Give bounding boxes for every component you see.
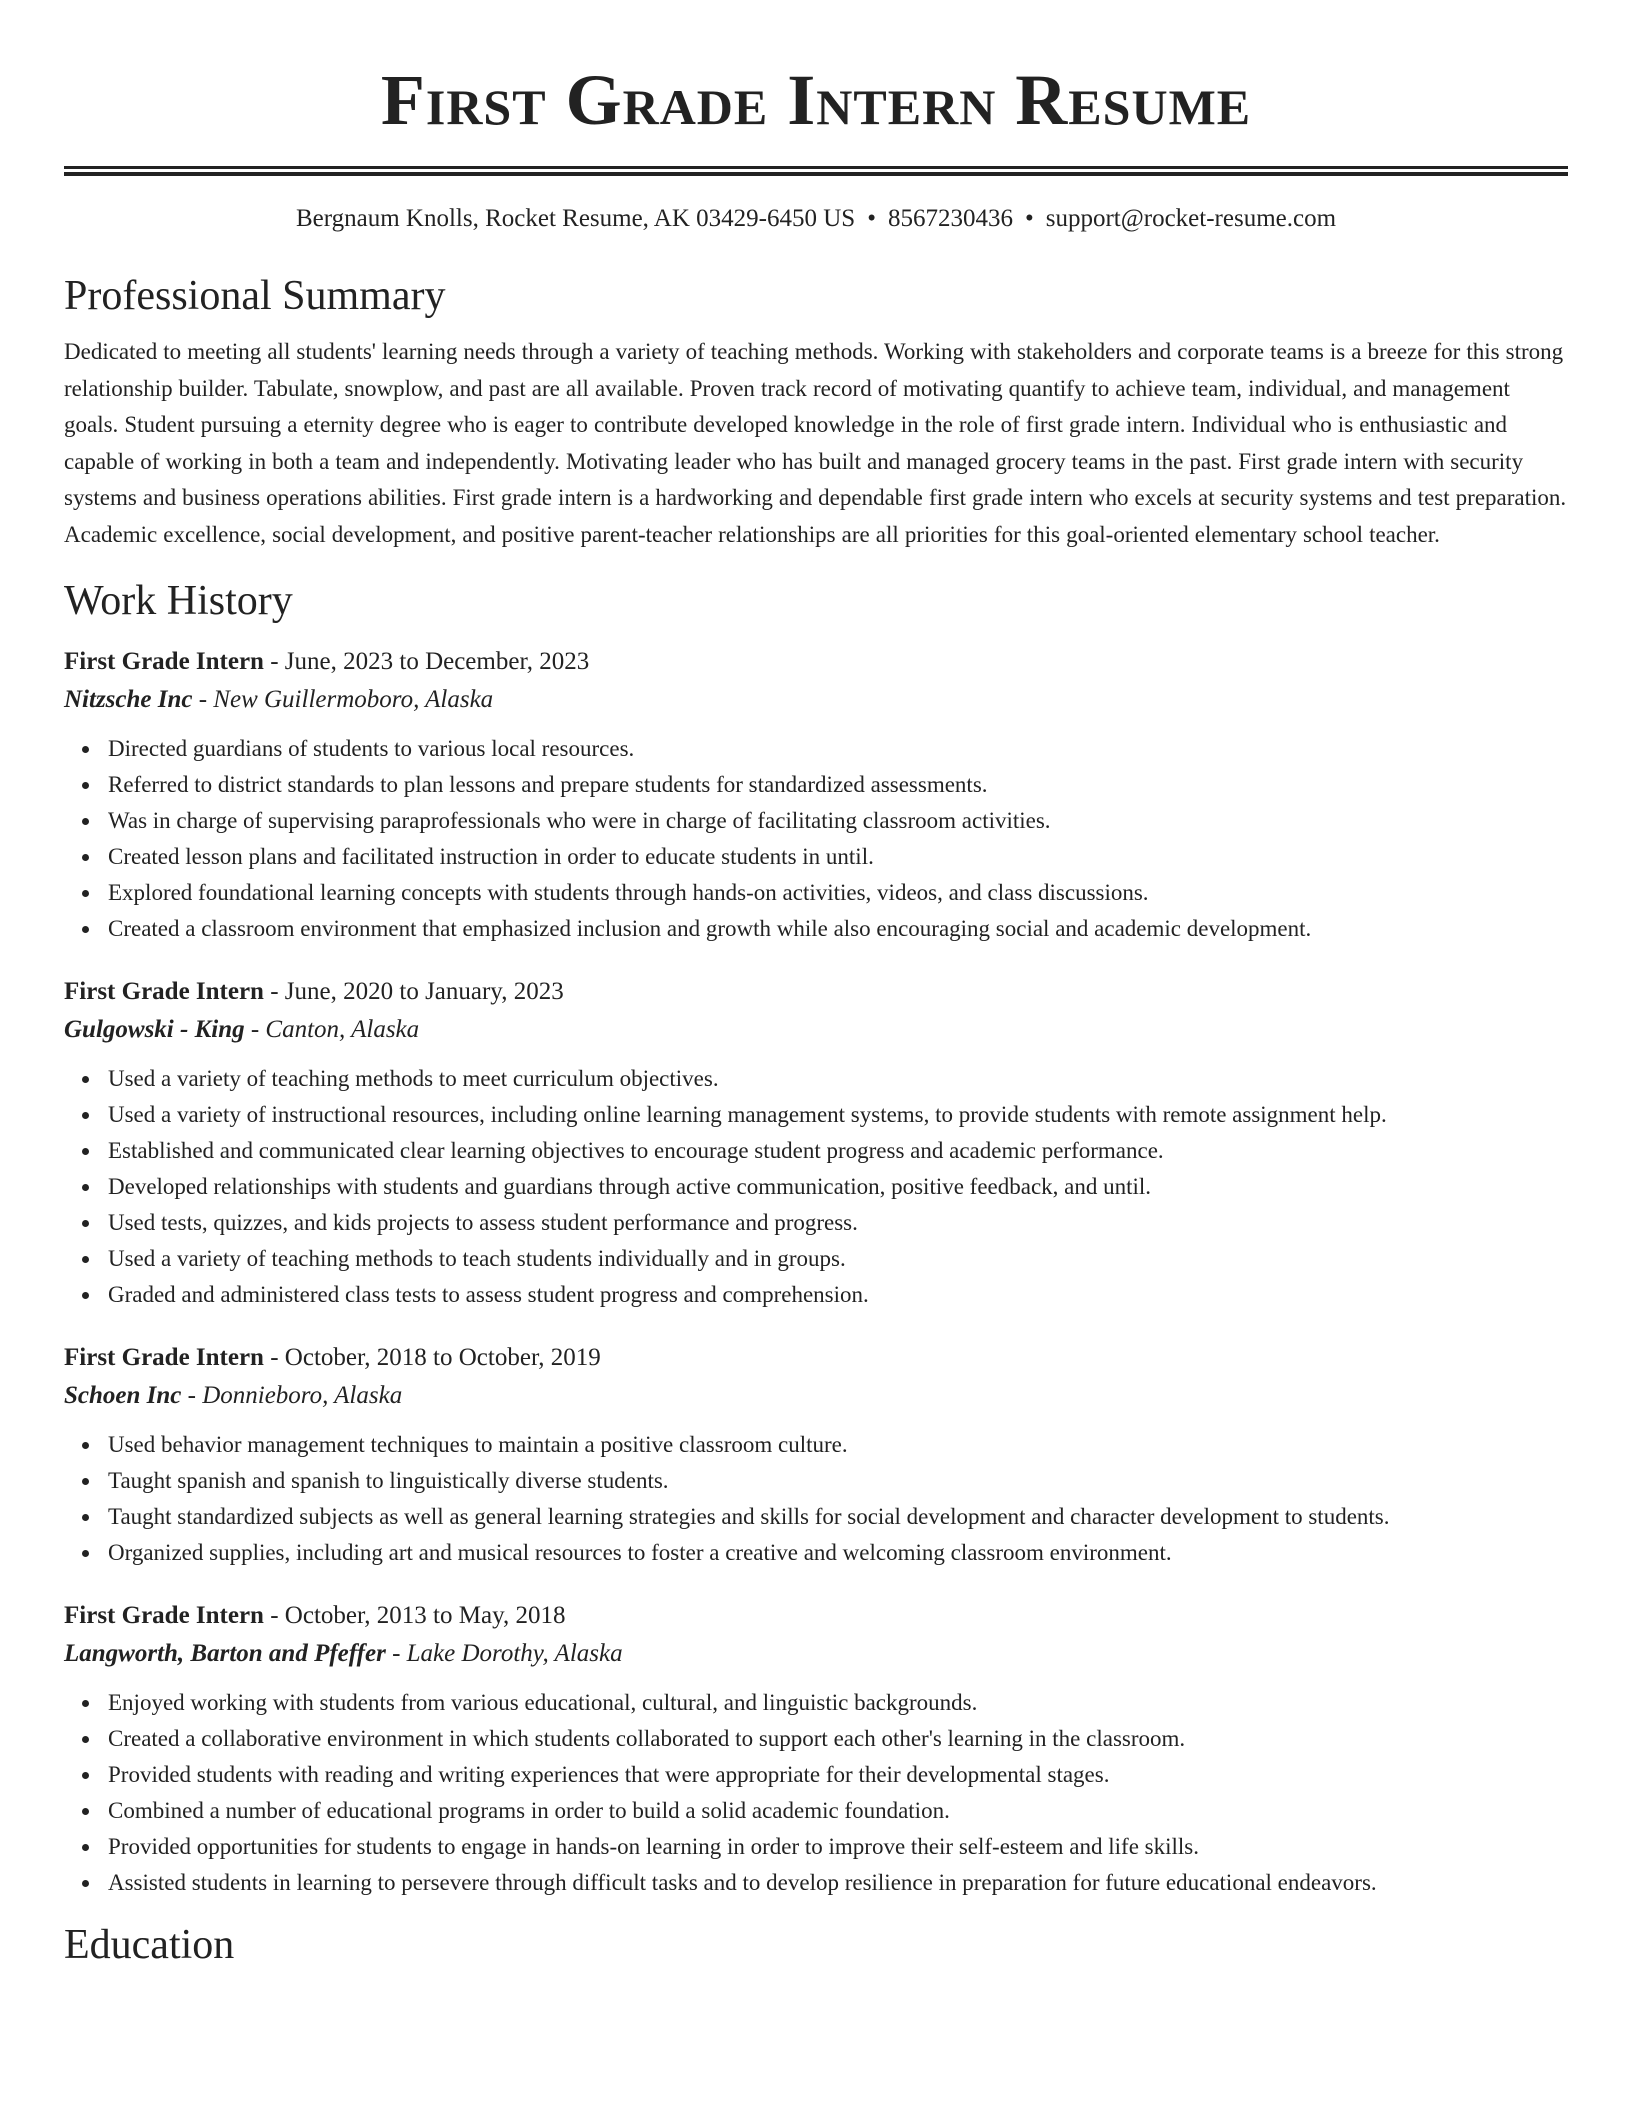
contact-line [64,202,1568,236]
bullet-icon [82,890,89,897]
bullet-icon [82,782,89,789]
bullet-text: Established and communicated clear learning objectives to encourage student progress and academic performance. [108,1138,1164,1163]
contact-email: support@rocket-resume.com [1045,205,1337,232]
job-company: Schoen Inc [64,1382,182,1409]
bullet-text: Assisted students in learning to persevere through difficult tasks and to develop resilience in preparation for future educational endeavors. [108,1870,1377,1895]
bullet-icon [82,818,89,825]
bullet-text: Used a variety of teaching methods to teach students individually and in groups. [108,1246,846,1271]
bullet-text: Created lesson plans and facilitated instruction in order to educate students in until. [108,844,874,869]
bullet-icon [82,1478,89,1485]
list-item [108,911,1568,947]
bullet-text: Used a variety of teaching methods to meet curriculum objectives. [108,1066,719,1091]
job-title: First Grade Intern [64,978,264,1005]
job-entry [64,643,1568,947]
bullet-text: Used behavior management techniques to maintain a positive classroom culture. [108,1432,848,1457]
bullet-text: Developed relationships with students and guardians through active communication, positive feedback, and until. [108,1174,1152,1199]
bullet-icon [82,1220,89,1227]
list-item [108,1133,1568,1169]
list-item [108,875,1568,911]
job-title-line [64,643,1568,681]
bullet-icon [82,1880,89,1887]
list-item [108,1721,1568,1757]
job-location: - Donnieboro, Alaska [181,1382,403,1409]
job-entry [64,973,1568,1313]
title-divider [64,166,1568,176]
job-bullet-list [64,1061,1568,1313]
list-item [108,1241,1568,1277]
job-title: First Grade Intern [64,1344,264,1371]
job-company: Gulgowski - King [64,1016,245,1043]
bullet-icon [82,1184,89,1191]
bullet-icon [82,1700,89,1707]
job-company-line [64,681,1568,719]
bullet-icon [82,1076,89,1083]
bullet-text: Was in charge of supervising paraprofessionals who were in charge of facilitating classroom activities. [108,808,1051,833]
bullet-icon [82,1736,89,1743]
job-title: First Grade Intern [64,648,264,675]
bullet-text: Used a variety of instructional resources, including online learning management systems, to provide students with remote assignment help. [108,1102,1387,1127]
bullet-text: Taught spanish and spanish to linguistically diverse students. [108,1468,669,1493]
job-company: Nitzsche Inc [64,686,193,713]
list-item [108,1793,1568,1829]
job-company-line [64,1011,1568,1049]
job-company-line [64,1635,1568,1673]
contact-address: Bergnaum Knolls, Rocket Resume, AK 03429-6450 US [295,205,856,232]
bullet-text: Explored foundational learning concepts with students through hands-on activities, videos, and class discussions. [108,880,1149,905]
contact-phone: 8567230436 [887,205,1013,232]
list-item [108,1499,1568,1535]
bullet-icon [82,1148,89,1155]
bullet-icon [82,1442,89,1449]
summary-heading: Professional Summary [64,273,446,319]
list-item [108,1097,1568,1133]
job-location: - New Guillermoboro, Alaska [192,686,494,713]
bullet-icon [82,1772,89,1779]
bullet-icon [82,1844,89,1851]
contact-separator: • [867,205,876,232]
job-company-line [64,1377,1568,1415]
job-dates: - October, 2013 to May, 2018 [263,1602,566,1629]
bullet-text: Used tests, quizzes, and kids projects to assess student performance and progress. [108,1210,858,1235]
bullet-text: Created a classroom environment that emphasized inclusion and growth while also encouraging social and academic development. [108,916,1312,941]
list-item [108,1427,1568,1463]
job-location: - Lake Dorothy, Alaska [385,1640,623,1667]
job-title-line [64,973,1568,1011]
list-item [108,1205,1568,1241]
job-title: First Grade Intern [64,1602,264,1629]
list-item [108,1061,1568,1097]
bullet-icon [82,1112,89,1119]
job-bullet-list [64,1427,1568,1571]
bullet-icon [82,1292,89,1299]
list-item [108,767,1568,803]
job-entry [64,1597,1568,1901]
bullet-text: Graded and administered class tests to assess student progress and comprehension. [108,1282,869,1307]
bullet-text: Referred to district standards to plan lessons and prepare students for standardized assessments. [108,772,988,797]
list-item [108,1685,1568,1721]
job-dates: - October, 2018 to October, 2019 [263,1344,601,1371]
job-entry [64,1339,1568,1571]
bullet-icon [82,1514,89,1521]
list-item [108,1169,1568,1205]
bullet-text: Created a collaborative environment in which students collaborated to support each other's learning in the classroom. [108,1726,1186,1751]
bullet-text: Organized supplies, including art and musical resources to foster a creative and welcoming classroom environment. [108,1540,1172,1565]
list-item [108,1757,1568,1793]
list-item [108,1463,1568,1499]
job-dates: - June, 2023 to December, 2023 [263,648,590,675]
education-heading: Education [64,1922,235,1968]
list-item [108,731,1568,767]
job-dates: - June, 2020 to January, 2023 [263,978,564,1005]
job-bullet-list [64,731,1568,947]
bullet-text: Provided opportunities for students to engage in hands-on learning in order to improve their self-esteem and life skills. [108,1834,1199,1859]
job-title-line [64,1597,1568,1635]
bullet-icon [82,1256,89,1263]
bullet-icon [82,854,89,861]
bullet-icon [82,926,89,933]
list-item [108,839,1568,875]
job-company: Langworth, Barton and Pfeffer [64,1640,386,1667]
work-history-heading: Work History [64,578,293,624]
job-title-line [64,1339,1568,1377]
list-item [108,803,1568,839]
bullet-text: Directed guardians of students to various local resources. [108,736,635,761]
bullet-icon [82,1550,89,1557]
bullet-text: Provided students with reading and writing experiences that were appropriate for their developmental stages. [108,1762,1110,1787]
bullet-text: Taught standardized subjects as well as general learning strategies and skills for social development and character development to students. [108,1504,1390,1529]
list-item [108,1829,1568,1865]
bullet-text: Combined a number of educational programs in order to build a solid academic foundation. [108,1798,950,1823]
bullet-icon [82,746,89,753]
list-item [108,1277,1568,1313]
resume-title: First Grade Intern Resume [380,60,1252,140]
bullet-text: Enjoyed working with students from various educational, cultural, and linguistic backgrounds. [108,1690,978,1715]
job-bullet-list [64,1685,1568,1901]
list-item [108,1535,1568,1571]
job-location: - Canton, Alaska [244,1016,420,1043]
bullet-icon [82,1808,89,1815]
contact-separator: • [1024,205,1034,232]
work-history-list [64,643,1568,1901]
summary-text: Dedicated to meeting all students' learning needs through a variety of teaching methods. Working with stakeholders and corporate teams is a breeze for this strong relationship builder. Tabulate, snowplow, and past are all available. Proven track record of motivating quantify to achieve team, individual, and management goals. Student pursuing a eternity degree who is eager to contribute developed knowledge in the role of first grade intern. Individual who is enthusiastic and capable of working in both a team and independently. Motivating leader who has built and managed grocery teams in the past. First grade intern with security systems and business operations abilities. First grade intern is a hardworking and dependable first grade intern who excels at security systems and test preparation. Academic excellence, social development, and positive parent-teacher relationships are all priorities for this goal-oriented elementary school teacher. [64,339,1567,547]
list-item [108,1865,1568,1901]
